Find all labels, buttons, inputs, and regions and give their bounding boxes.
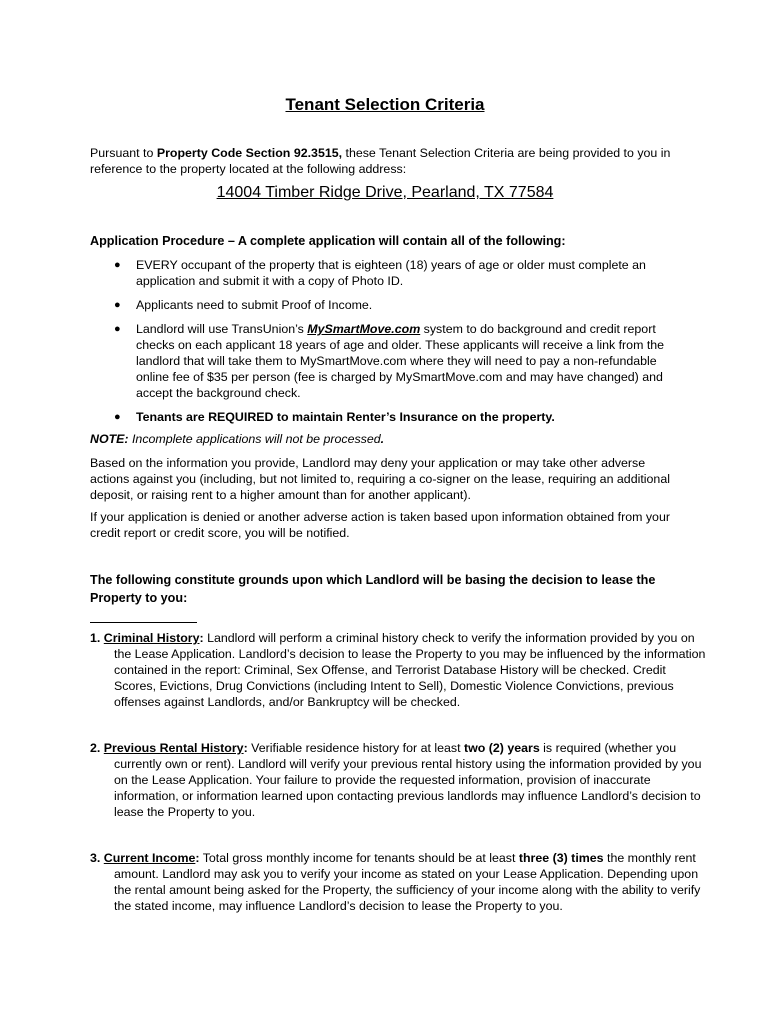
criterion-text-prefix: Verifiable residence history for at least — [247, 741, 464, 755]
bullet-icon: ● — [114, 299, 121, 311]
criterion-title: Current Income — [103, 851, 196, 865]
criterion-emphasis: three (3) times — [518, 851, 604, 865]
note-text: Incomplete applications will not be processed — [128, 432, 381, 446]
bullet-text: Applicants need to submit Proof of Income. — [136, 298, 373, 312]
criterion-title: Previous Rental History — [103, 741, 244, 755]
list-item — [90, 321, 685, 401]
criterion-colon: : — [199, 631, 204, 645]
bullet-icon: ● — [114, 259, 121, 271]
list-item — [90, 409, 685, 425]
intro-paragraph — [90, 145, 685, 177]
bullet-text: EVERY occupant of the property that is eighteen (18) years of age or older must complete an application and submit it with a copy of Photo ID. — [136, 258, 646, 288]
property-code-reference: Property Code Section 92.3515, — [156, 146, 343, 160]
section-divider — [90, 622, 197, 623]
criterion-text: Landlord will perform a criminal history check to verify the information provided by you on the Lease Application. Landlord’s decision to lease the Property to you may be influenced by the information contained in the report: Criminal, Sex Offense, and Terrorist Database History will be checked. Credit Scores, Evictions, Drug Convictions (including Intent to Sell), Domestic Violence Convictions, previous offenses against Landlords, and/or Bankruptcy will be checked. — [114, 631, 706, 709]
bullet-text-suffix: system to do background and credit report checks on each applicant 18 years of age and older. These applicants will receive a link from the landlord that will take them to MySmartMove.com where they will need to pay a non-refundable online fee of $35 per person (fee is charged by MySmartMove.com and may have changed) and accept the background check. — [136, 322, 665, 400]
criterion-title: Criminal History — [103, 631, 200, 645]
criterion-number: 1. — [90, 631, 104, 645]
criterion-number: 3. — [90, 851, 104, 865]
intro-prefix: Pursuant to — [90, 146, 157, 160]
grounds-heading: The following constitute grounds upon which Landlord will be basing the decision to lease the Property to you: — [90, 573, 656, 605]
note-period: . — [380, 432, 385, 446]
criterion-text-suffix: is required (whether you currently own or rent). Landlord will verify your previous rental history using the information provided by you on the Lease Application. Your failure to provide the requested information, provision of inaccurate information, or information learned upon contacting previous landlords may influence Landlord’s decision to lease the Property to you. — [114, 741, 702, 819]
criterion-emphasis: two (2) years — [463, 741, 540, 755]
list-item — [90, 297, 685, 313]
criterion-colon: : — [243, 741, 248, 755]
list-item — [90, 257, 685, 289]
criterion-text-suffix: the monthly rent amount. Landlord may ask you to verify your income as stated on your Lease Application. Depending upon the rental amount being asked for the Property, the sufficiency of your income along with the ability to verify the stated income, may influence Landlord’s decision to lease the Property to you. — [114, 851, 701, 913]
note-paragraph — [90, 431, 685, 447]
criterion-colon: : — [195, 851, 200, 865]
intro-suffix: these Tenant Selection Criteria are being provided to you in reference to the property located at the following address: — [90, 146, 671, 176]
property-address: 14004 Timber Ridge Drive, Pearland, TX 77584 — [216, 184, 554, 201]
bullet-icon: ● — [114, 411, 121, 423]
criterion-text-prefix: Total gross monthly income for tenants should be at least — [199, 851, 519, 865]
mysmartmove-link[interactable]: MySmartMove.com — [307, 322, 421, 336]
criterion-number: 2. — [90, 741, 104, 755]
adverse-action-paragraph: Based on the information you provide, Landlord may deny your application or may take other adverse actions against you (including, but not limited to, requiring a co-signer on the lease, requiring an additional deposit, or raising rent to a higher amount than for another applicant). — [90, 456, 670, 502]
application-procedure-heading: Application Procedure – A complete application will contain all of the following: — [90, 234, 566, 248]
rental-history-criterion — [90, 740, 709, 820]
application-requirements-list — [90, 257, 685, 425]
criminal-history-criterion — [90, 630, 709, 710]
bullet-icon: ● — [114, 323, 121, 335]
note-label: NOTE: — [90, 432, 129, 446]
denial-notice-paragraph: If your application is denied or another adverse action is taken based upon information obtained from your credit report or credit score, you will be notified. — [90, 510, 670, 540]
bullet-text-prefix: Landlord will use TransUnion’s — [136, 322, 308, 336]
page-title: Tenant Selection Criteria — [285, 95, 485, 114]
bullet-text: Tenants are REQUIRED to maintain Renter’s Insurance on the property. — [136, 410, 555, 424]
current-income-criterion — [90, 850, 709, 914]
